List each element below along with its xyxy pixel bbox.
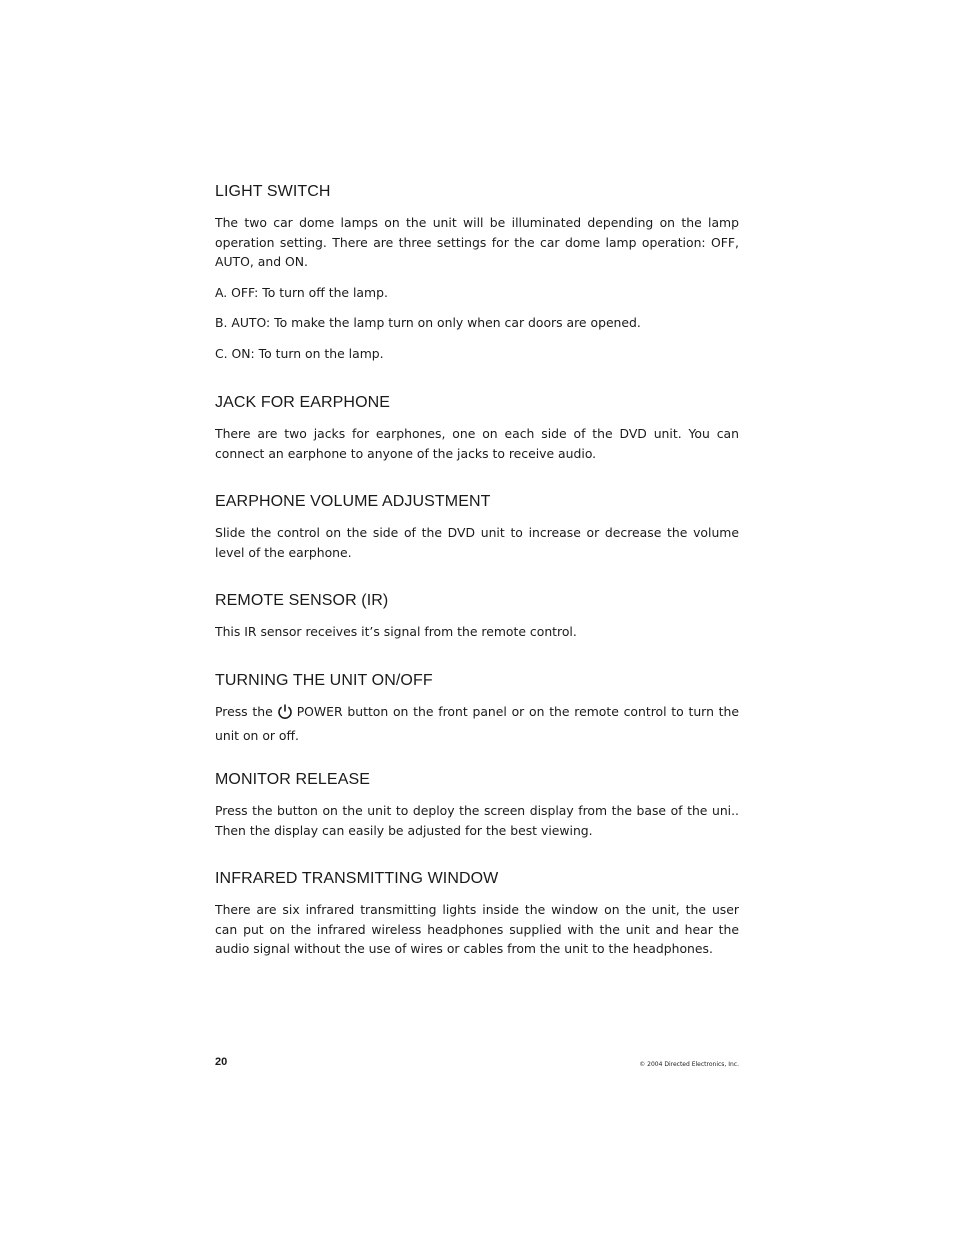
- section-body: There are six infrared transmitting lights inside the window on the unit, the user can put on the infrared wireless headphones supplied with the unit and hear the audio signal without the use of wires or cables from the unit to the headphones.: [215, 902, 739, 956]
- section-body: There are two jacks for earphones, one on each side of the DVD unit. You can connect an earphone to anyone of the jacks to receive audio.: [215, 426, 739, 461]
- power-icon: [277, 703, 293, 726]
- section-heading: EARPHONE VOLUME ADJUSTMENT: [215, 493, 491, 510]
- section-monitor-release: [215, 770, 739, 840]
- section-heading: INFRARED TRANSMITTING WINDOW: [215, 870, 499, 887]
- section-turning-unit-on-off: [215, 671, 739, 745]
- copyright-notice: © 2004 Directed Electronics, Inc.: [639, 1061, 739, 1068]
- list-item: A. OFF: To turn off the lamp.: [215, 284, 388, 300]
- section-body: Press the button on the unit to deploy the screen display from the base of the uni.. Then the display can easily be adjusted for the best viewing.: [215, 803, 739, 838]
- section-remote-sensor: [215, 591, 739, 642]
- section-jack-for-earphone: [215, 393, 739, 463]
- body-text-after: POWER button on the front panel or on the remote control to turn the unit on or off.: [215, 704, 739, 743]
- section-body: The two car dome lamps on the unit will be illuminated depending on the lamp operation setting. There are three settings for the car dome lamp operation: OFF, AUTO, and ON.: [215, 215, 739, 269]
- list-item: C. ON: To turn on the lamp.: [215, 345, 384, 361]
- section-heading: MONITOR RELEASE: [215, 771, 371, 788]
- section-infrared-window: [215, 869, 739, 959]
- section-heading: JACK FOR EARPHONE: [215, 394, 391, 411]
- section-heading: TURNING THE UNIT ON/OFF: [215, 672, 433, 689]
- section-light-switch: [215, 182, 739, 363]
- section-earphone-volume: [215, 492, 739, 562]
- section-body: Slide the control on the side of the DVD unit to increase or decrease the volume level of the earphone.: [215, 525, 739, 560]
- section-body: This IR sensor receives it’s signal from the remote control.: [215, 624, 577, 639]
- list-item: B. AUTO: To make the lamp turn on only when car doors are opened.: [215, 315, 641, 330]
- body-text-before: Press the: [215, 704, 273, 719]
- section-heading: REMOTE SENSOR (IR): [215, 592, 389, 609]
- section-body: [215, 702, 739, 745]
- section-heading: LIGHT SWITCH: [215, 183, 331, 200]
- page-number: 20: [215, 1056, 228, 1068]
